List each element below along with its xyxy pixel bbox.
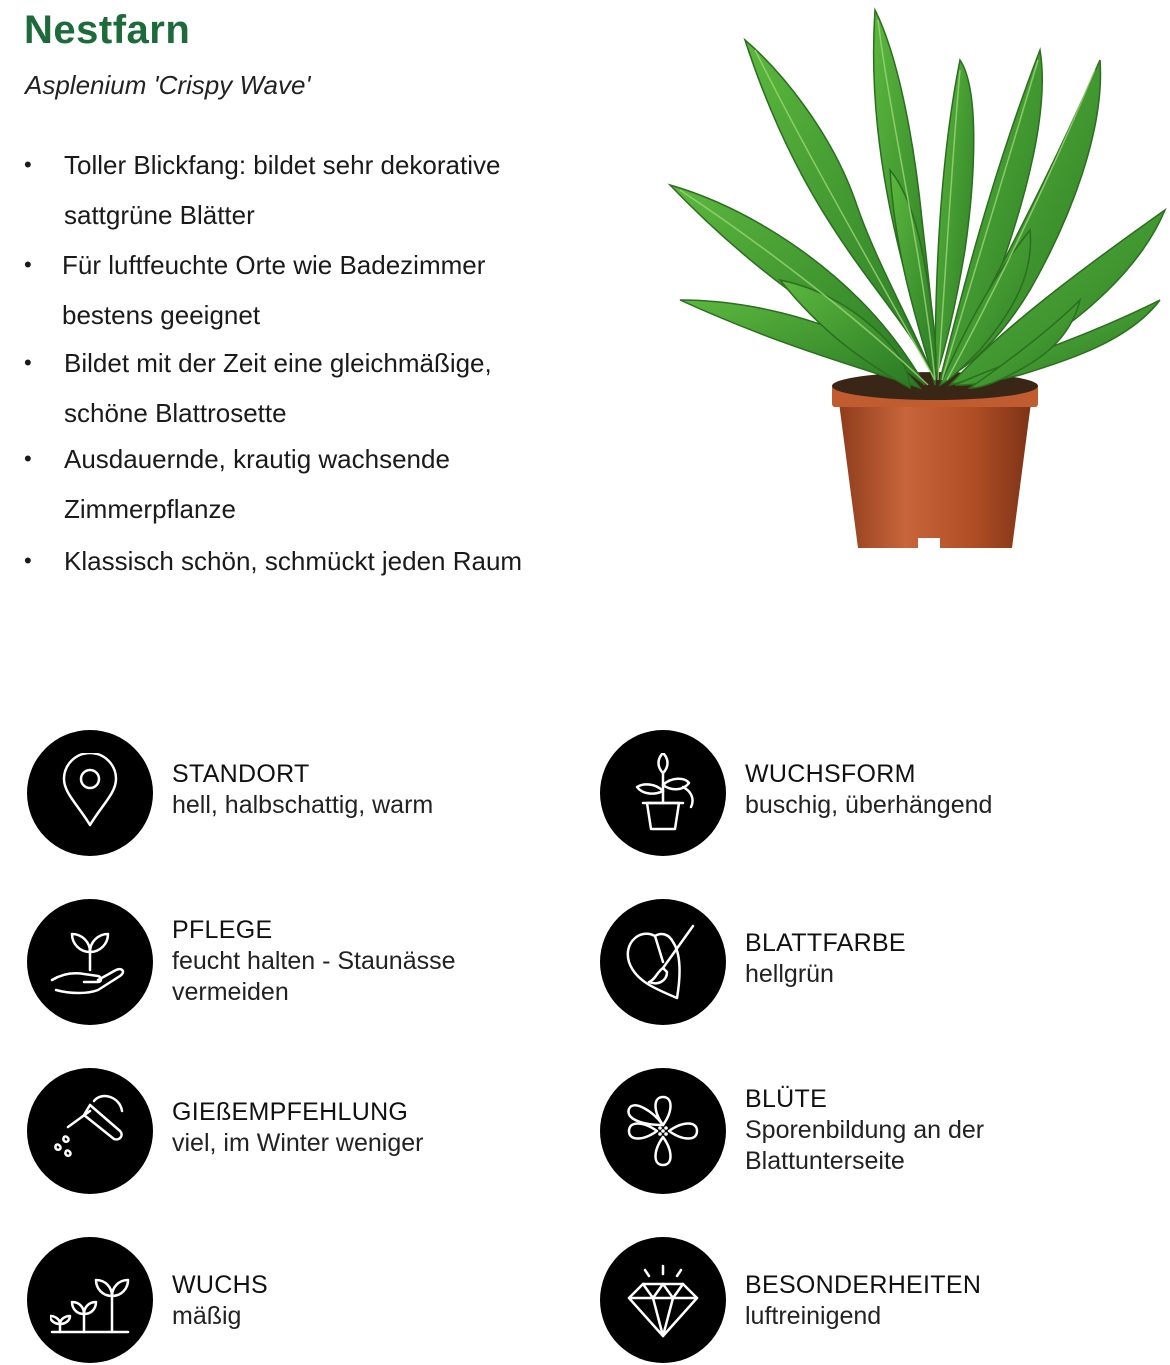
- feature-heading: WUCHS: [172, 1271, 268, 1299]
- feature-bullet-list: [24, 140, 584, 586]
- feature-value: hellgrün: [745, 960, 834, 988]
- bullet-dot: •: [24, 446, 32, 471]
- location-pin-icon: [27, 730, 153, 856]
- feature-value: viel, im Winter weniger: [172, 1129, 424, 1157]
- bullet-dot: •: [24, 152, 32, 177]
- bullet-item: [24, 434, 584, 534]
- feature-value: Sporenbildung an der Blattunterseite: [745, 1116, 985, 1175]
- watering-can-icon: [27, 1068, 153, 1194]
- bullet-text: Klassisch schön, schmückt jeden Raum: [64, 546, 523, 576]
- plant-image: [660, 0, 1170, 560]
- bullet-text: schöne Blattrosette: [64, 398, 287, 428]
- bullet-item: [24, 338, 584, 438]
- feature-value: mäßig: [172, 1302, 242, 1330]
- bullet-item: [24, 240, 584, 340]
- feature-value: luftreinigend: [745, 1302, 882, 1330]
- feature-value: hell, halbschattig, warm: [172, 791, 434, 819]
- bullet-dot: •: [24, 350, 32, 375]
- bullet-dot: •: [24, 548, 32, 573]
- bullet-text: Bildet mit der Zeit eine gleichmäßige,: [64, 348, 492, 378]
- diamond-icon: [600, 1237, 726, 1363]
- feature-heading: BESONDERHEITEN: [745, 1271, 982, 1299]
- bullet-item: [24, 140, 584, 240]
- product-subtitle: Asplenium 'Crispy Wave': [25, 70, 311, 100]
- hand-seedling-icon: [27, 899, 153, 1025]
- bullet-text: Für luftfeuchte Orte wie Badezimmer: [62, 250, 486, 280]
- feature-heading: GIEßEMPFEHLUNG: [172, 1098, 409, 1126]
- feature-heading: STANDORT: [172, 760, 310, 788]
- product-title: Nestfarn: [24, 8, 191, 52]
- feature-value: buschig, überhängend: [745, 791, 993, 819]
- bullet-text: sattgrüne Blätter: [64, 200, 255, 230]
- growth-icon: [27, 1237, 153, 1363]
- feature-heading: BLÜTE: [745, 1085, 828, 1113]
- feature-value: feucht halten - Staunässe vermeiden: [172, 947, 456, 1006]
- bullet-text: Ausdauernde, krautig wachsende: [64, 444, 450, 474]
- bullet-dot: •: [24, 252, 32, 277]
- bullet-text: Toller Blickfang: bildet sehr dekorative: [64, 150, 501, 180]
- feature-heading: BLATTFARBE: [745, 929, 906, 957]
- bullet-text: bestens geeignet: [62, 300, 261, 330]
- bullet-text: Zimmerpflanze: [64, 494, 236, 524]
- leaf-brush-icon: [600, 899, 726, 1025]
- bullet-item: [24, 536, 584, 586]
- feature-heading: PFLEGE: [172, 916, 273, 944]
- feature-heading: WUCHSFORM: [745, 760, 916, 788]
- potted-plant-icon: [600, 730, 726, 856]
- flower-icon: [600, 1068, 726, 1194]
